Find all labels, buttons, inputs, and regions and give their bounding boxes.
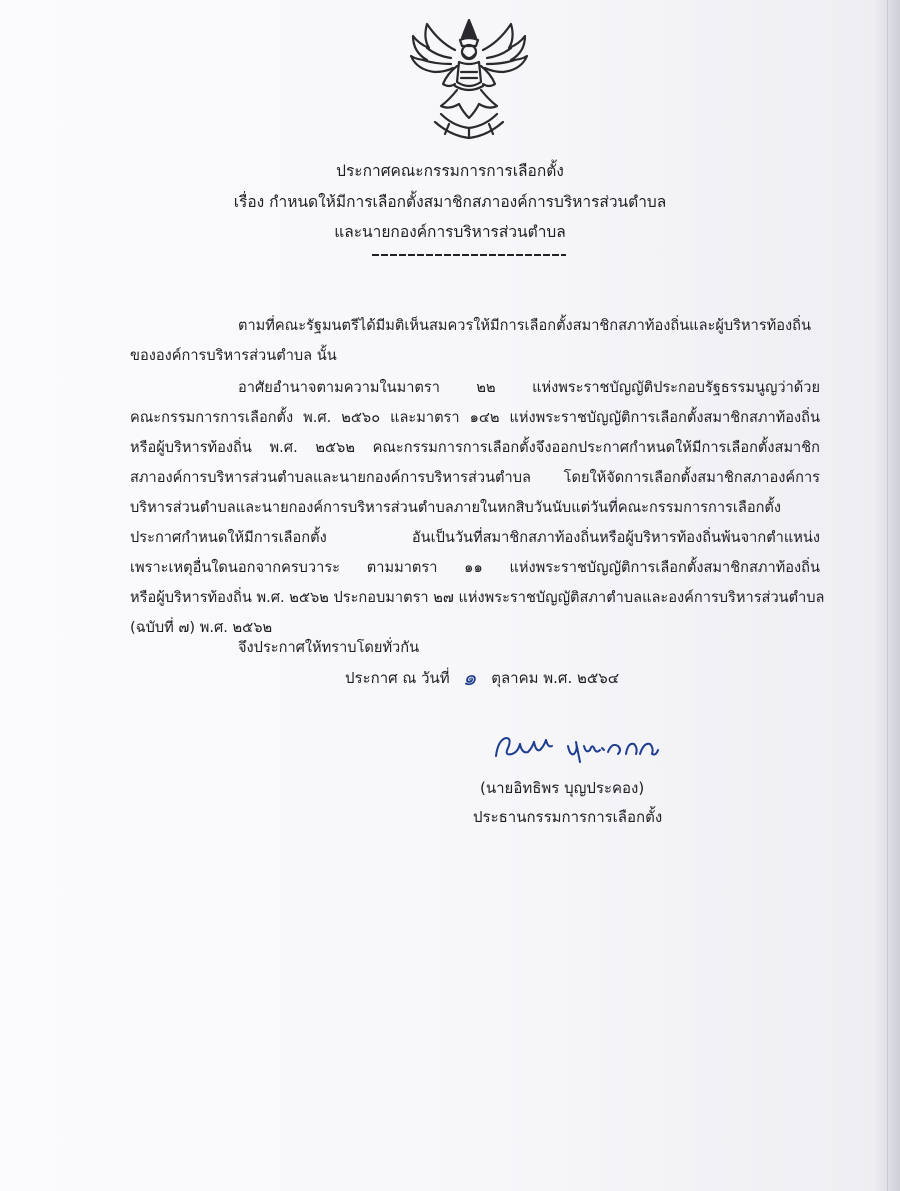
announcement-title: ประกาศคณะกรรมการการเลือกตั้ง: [336, 162, 564, 180]
paragraph-1-line-1: ตามที่คณะรัฐมนตรีได้มีมติเห็นสมควรให้มีการเลือกตั้งสมาชิกสภาท้องถิ่นและผู้บริหารท้องถิ่น: [238, 317, 811, 334]
paragraph-2-line-8: หรือผู้บริหารท้องถิ่น พ.ศ. ๒๕๖๒ ประกอบมาตรา ๒๗ แห่งพระราชบัญญัติสภาตำบลและองค์การบริหารส่วนตำบล: [130, 589, 825, 606]
paragraph-2-line-1: อาศัยอำนาจตามความในมาตรา ๒๒ แห่งพระราชบัญญัติประกอบรัฐธรรมนูญว่าด้วย: [238, 379, 820, 396]
page-edge-line: [887, 0, 888, 1191]
paragraph-2-line-4: สภาองค์การบริหารส่วนตำบลและนายกองค์การบริหารส่วนตำบล โดยให้จัดการเลือกตั้งสมาชิกสภาองค์การ: [130, 469, 820, 486]
paragraph-1-line-2: ขององค์การบริหารส่วนตำบล นั้น: [130, 347, 337, 364]
announcement-subject: เรื่อง กำหนดให้มีการเลือกตั้งสมาชิกสภาองค์การบริหารส่วนตำบล: [233, 193, 667, 211]
handwritten-signature-icon: [488, 726, 678, 770]
date-month-year: ตุลาคม พ.ศ. ๒๕๖๔: [491, 669, 620, 687]
announcement-subject-continued: และนายกองค์การบริหารส่วนตำบล: [334, 223, 566, 241]
date-prefix: ประกาศ ณ วันที่: [345, 669, 450, 687]
paragraph-2-line-7: เพราะเหตุอื่นใดนอกจากครบวาระ ตามมาตรา ๑๑ แห่งพระราชบัญญัติการเลือกตั้งสมาชิกสภาท้องถิ่น: [130, 559, 820, 576]
date-day: ๑: [462, 666, 477, 691]
paragraph-2-line-6: ประกาศกำหนดให้มีการเลือกตั้ง อันเป็นวันที่สมาชิกสภาท้องถิ่นหรือผู้บริหารท้องถิ่นพ้นจากตำแหน่ง: [130, 529, 820, 546]
signatory-name: (นายอิทธิพร บุญประคอง): [480, 779, 645, 797]
paragraph-2-line-9: (ฉบับที่ ๗) พ.ศ. ๒๕๖๒: [130, 619, 273, 636]
heading-divider: [372, 254, 566, 256]
paragraph-2-line-2: คณะกรรมการการเลือกตั้ง พ.ศ. ๒๕๖๐ และมาตรา ๑๔๒ แห่งพระราชบัญญัติการเลือกตั้งสมาชิกสภาท้องถิ่น: [130, 409, 820, 426]
announcement-date: [345, 666, 620, 691]
garuda-emblem-icon: [405, 14, 533, 142]
signatory-position: ประธานกรรมการการเลือกตั้ง: [473, 808, 663, 826]
closing-statement: จึงประกาศให้ทราบโดยทั่วกัน: [238, 639, 420, 656]
paragraph-2-line-3: หรือผู้บริหารท้องถิ่น พ.ศ. ๒๕๖๒ คณะกรรมการการเลือกตั้งจึงออกประกาศกำหนดให้มีการเลือกตั้งสมาชิก: [130, 439, 820, 456]
paragraph-2-line-5: บริหารส่วนตำบลและนายกองค์การบริหารส่วนตำบลภายในหกสิบวันนับแต่วันที่คณะกรรมการการเลือกตั้ง: [130, 499, 782, 516]
